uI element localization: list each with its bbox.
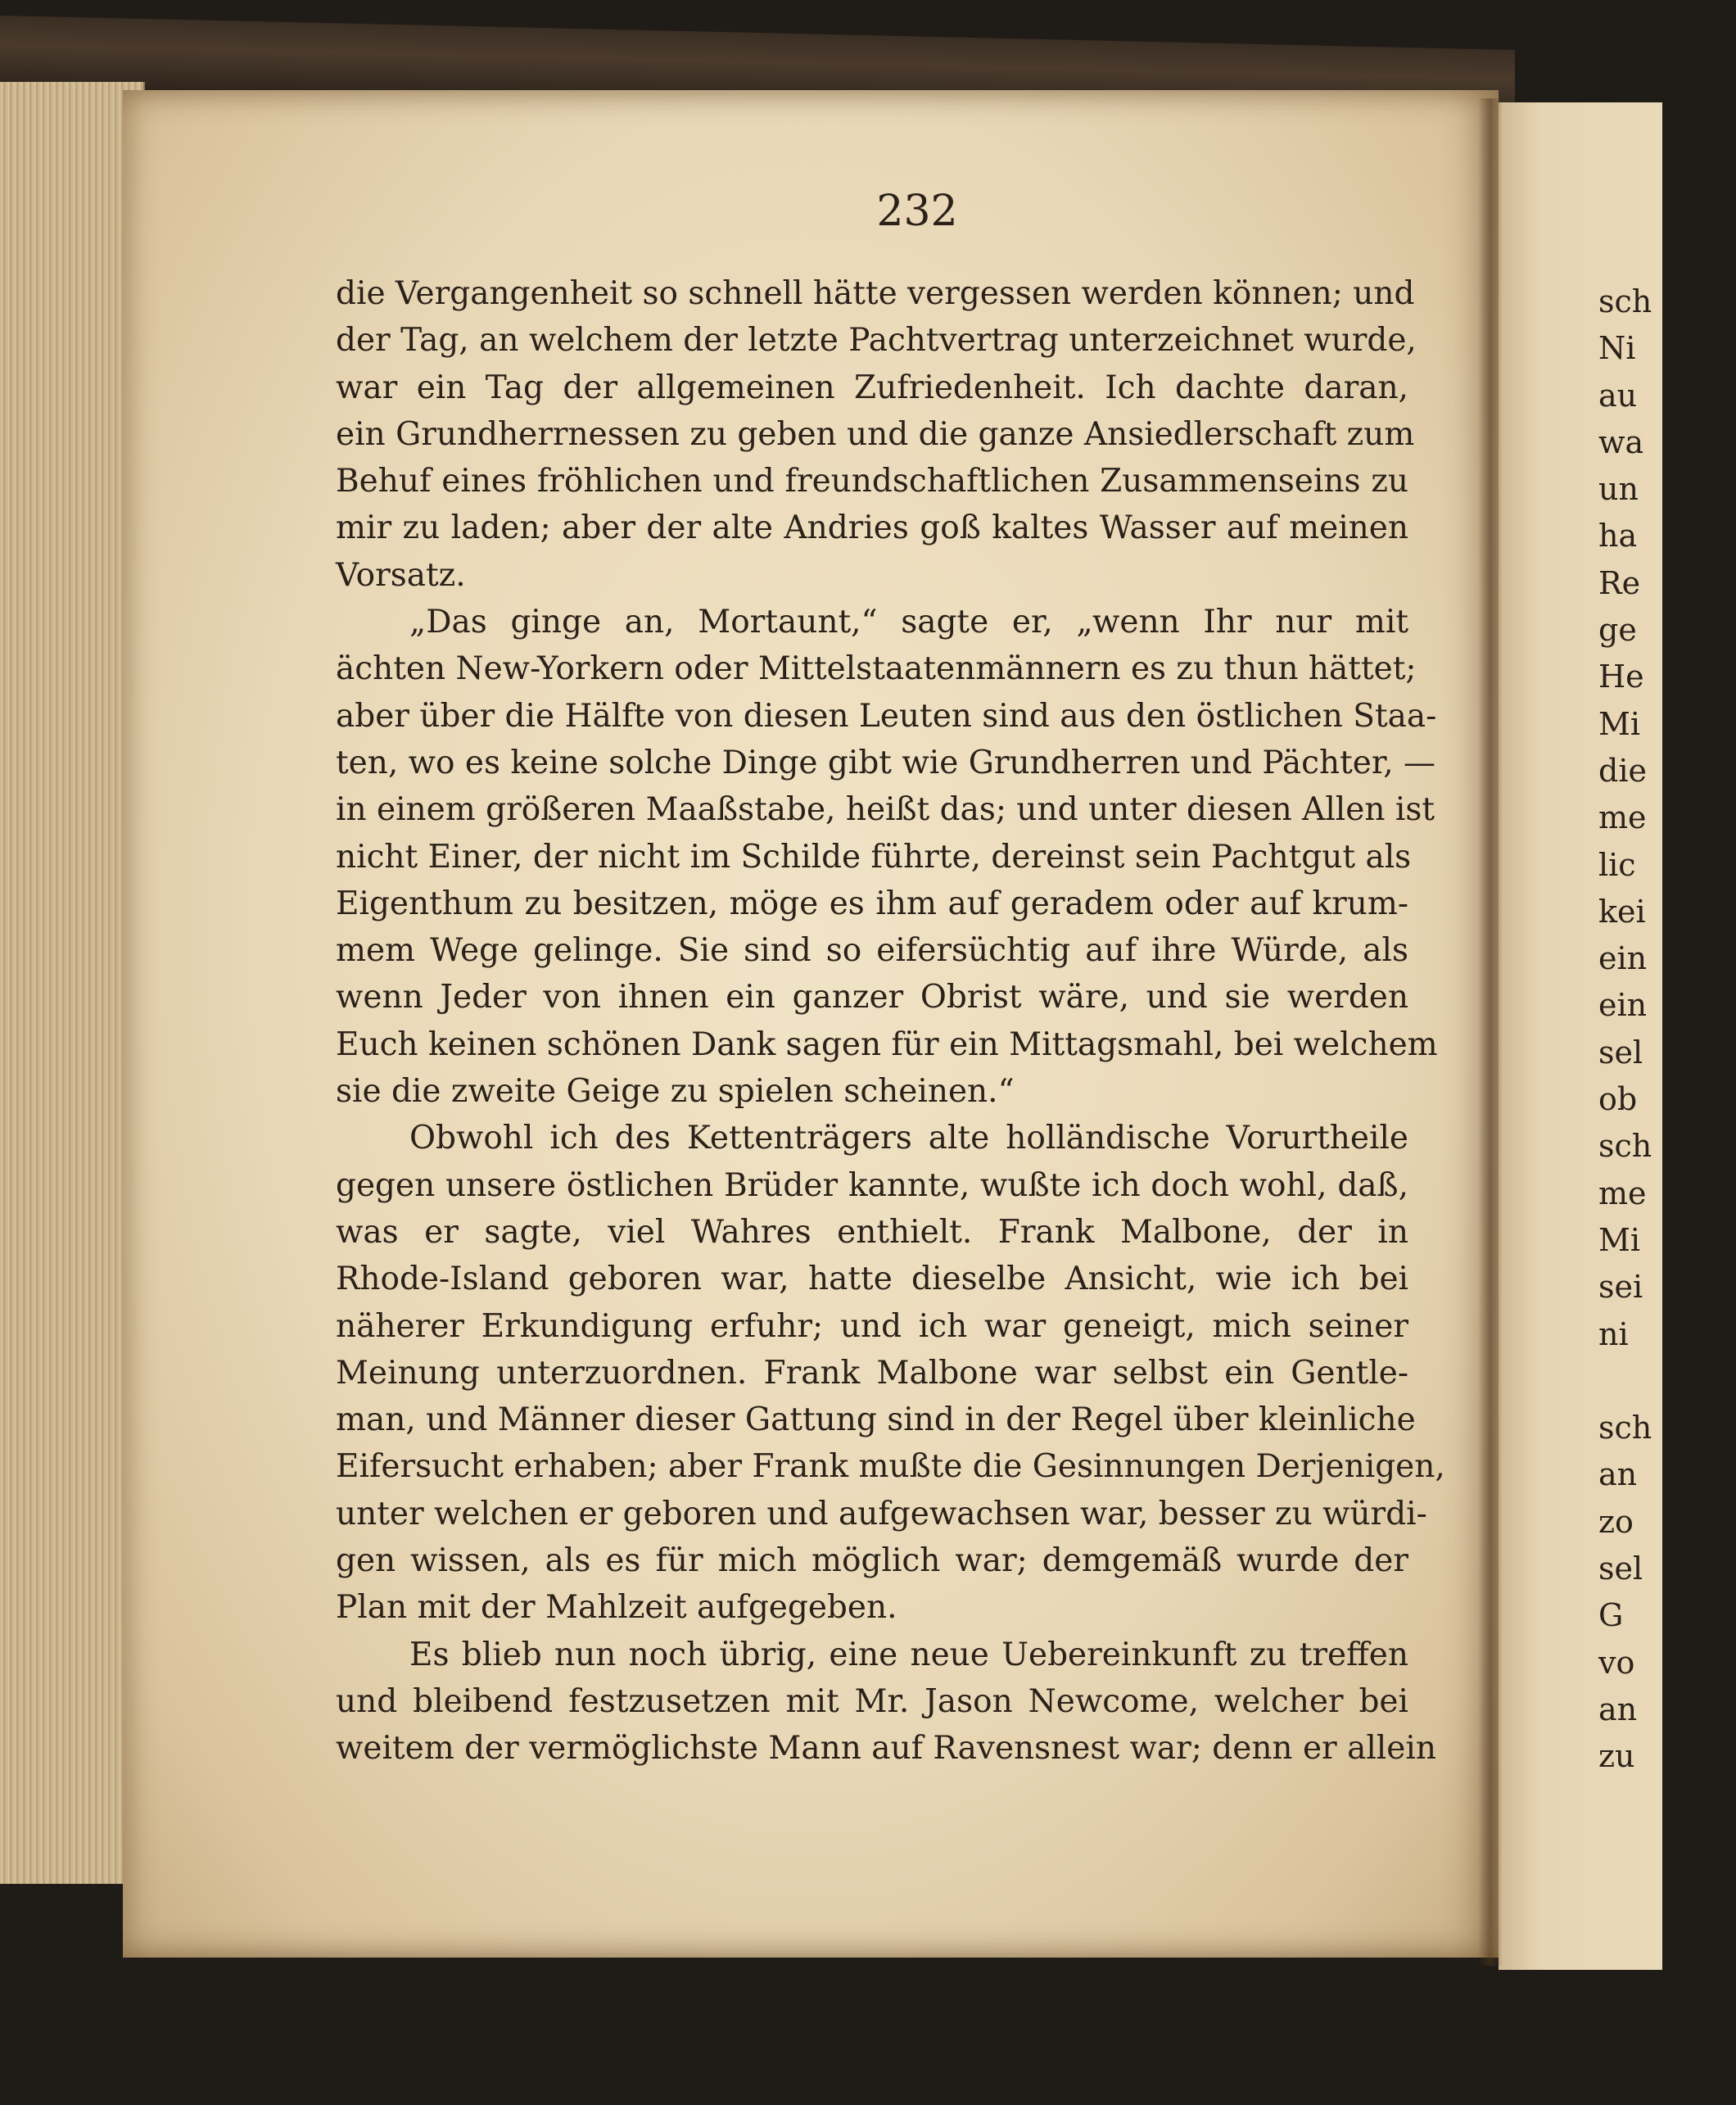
fragment: ein — [1598, 987, 1648, 1024]
fragment: zo — [1598, 1503, 1634, 1540]
text-line: sie die zweite Geige zu spielen scheinen.“ — [336, 1073, 1015, 1111]
fragment: ha — [1598, 518, 1638, 555]
fragment: an — [1598, 1456, 1638, 1493]
fragment: ge — [1598, 612, 1637, 649]
text-line: „Das ginge an, Mortaunt,“ sagte er, „wenn Ihr nur mit — [409, 604, 1408, 641]
text-line: Plan mit der Mahlzeit aufgegeben. — [336, 1589, 897, 1627]
fragment: zu — [1598, 1738, 1635, 1775]
fragment: sch — [1598, 1128, 1652, 1165]
page-body-text — [336, 270, 1445, 1772]
text-line: die Vergangenheit so schnell hätte vergessen werden können; und — [336, 275, 1415, 312]
fragment: sch — [1598, 283, 1652, 319]
text-line: unter welchen er geboren und aufgewachsen war, besser zu würdi- — [336, 1495, 1427, 1532]
fragment: Mi — [1598, 1221, 1641, 1258]
fragment: me — [1598, 799, 1647, 836]
text-line: der Tag, an welchem der letzte Pachtvertrag unterzeichnet wurde, — [336, 322, 1417, 360]
text-line: Rhode-Island geboren war, hatte dieselbe Ansicht, wie ich bei — [336, 1261, 1408, 1298]
fragment: ob — [1598, 1081, 1638, 1118]
fragment: Mi — [1598, 705, 1641, 742]
fragment: kei — [1598, 893, 1646, 930]
text-line: was er sagte, viel Wahres enthielt. Frank Malbone, der in — [336, 1213, 1408, 1251]
text-line: Behuf eines fröhlichen und freundschaftlichen Zusammenseins zu — [336, 463, 1408, 500]
text-line: nicht Einer, der nicht im Schilde führte, dereinst sein Pachtgut als — [336, 838, 1412, 876]
fragment: ein — [1598, 940, 1648, 977]
text-line: weitem der vermöglichste Mann auf Ravensnest war; denn er allein — [336, 1730, 1436, 1768]
page-number: 232 — [876, 187, 958, 236]
text-line: mir zu laden; aber der alte Andries goß kaltes Wasser auf meinen — [336, 509, 1408, 547]
fragment: sel — [1598, 1034, 1643, 1071]
text-line: und bleibend festzusetzen mit Mr. Jason Newcome, welcher bei — [336, 1682, 1408, 1720]
fragment: Ni — [1598, 330, 1636, 367]
text-line: Es blieb nun noch übrig, eine neue Uebereinkunft zu treffen — [409, 1636, 1408, 1673]
text-line: mem Wege gelinge. Sie sind so eifersüchtig auf ihre Würde, als — [336, 932, 1408, 970]
fragment: Re — [1598, 564, 1641, 601]
text-line: Eifersucht erhaben; aber Frank mußte die Gesinnungen Derjenigen, — [336, 1448, 1445, 1486]
fragment: He — [1598, 659, 1644, 695]
book-gutter — [1478, 98, 1503, 1966]
fragment: vo — [1598, 1644, 1635, 1681]
text-line: gegen unsere östlichen Brüder kannte, wußte ich doch wohl, daß, — [336, 1166, 1408, 1204]
text-line: ein Grundherrnessen zu geben und die ganze Ansiedlerschaft zum — [336, 415, 1415, 453]
text-line: ächten New-Yorkern oder Mittelstaatenmännern es zu thun hättet; — [336, 650, 1417, 688]
fragment: au — [1598, 377, 1638, 414]
fragment: ni — [1598, 1315, 1629, 1352]
fragment: sch — [1598, 1410, 1652, 1446]
text-line: Meinung unterzuordnen. Frank Malbone war selbst ein Gentle- — [336, 1354, 1408, 1392]
fragment: an — [1598, 1691, 1638, 1727]
text-line: in einem größeren Maaßstabe, heißt das; und unter diesen Allen ist — [336, 791, 1435, 829]
fragment: wa — [1598, 423, 1644, 460]
fragment: die — [1598, 752, 1647, 789]
text-line: aber über die Hälfte von diesen Leuten sind aus den östlichen Staa- — [336, 697, 1437, 735]
text-line: Eigenthum zu besitzen, möge es ihm auf geradem oder auf krum- — [336, 885, 1408, 922]
text-line: war ein Tag der allgemeinen Zufriedenheit. Ich dachte daran, — [336, 369, 1408, 406]
text-line: näherer Erkundigung erfuhr; und ich war geneigt, mich seiner — [336, 1307, 1408, 1345]
text-line: Obwohl ich des Kettenträgers alte holländische Vorurtheile — [409, 1120, 1408, 1157]
fragment: G — [1598, 1597, 1624, 1634]
fragment: un — [1598, 471, 1639, 508]
next-page-fragments — [1598, 278, 1652, 1781]
fragment: me — [1598, 1175, 1647, 1211]
text-line: ten, wo es keine solche Dinge gibt wie Grundherren und Pächter, — — [336, 744, 1435, 781]
fragment: sel — [1598, 1550, 1643, 1587]
text-line: Euch keinen schönen Dank sagen für ein Mittagsmahl, bei welchem — [336, 1025, 1438, 1063]
fragment: sei — [1598, 1269, 1643, 1306]
text-line: gen wissen, als es für mich möglich war; demgemäß wurde der — [336, 1542, 1408, 1580]
text-line: man, und Männer dieser Gattung sind in der Regel über kleinliche — [336, 1401, 1416, 1439]
text-line: Vorsatz. — [336, 556, 466, 594]
fragment: lic — [1598, 846, 1636, 883]
text-line: wenn Jeder von ihnen ein ganzer Obrist wäre, und sie werden — [336, 979, 1408, 1016]
